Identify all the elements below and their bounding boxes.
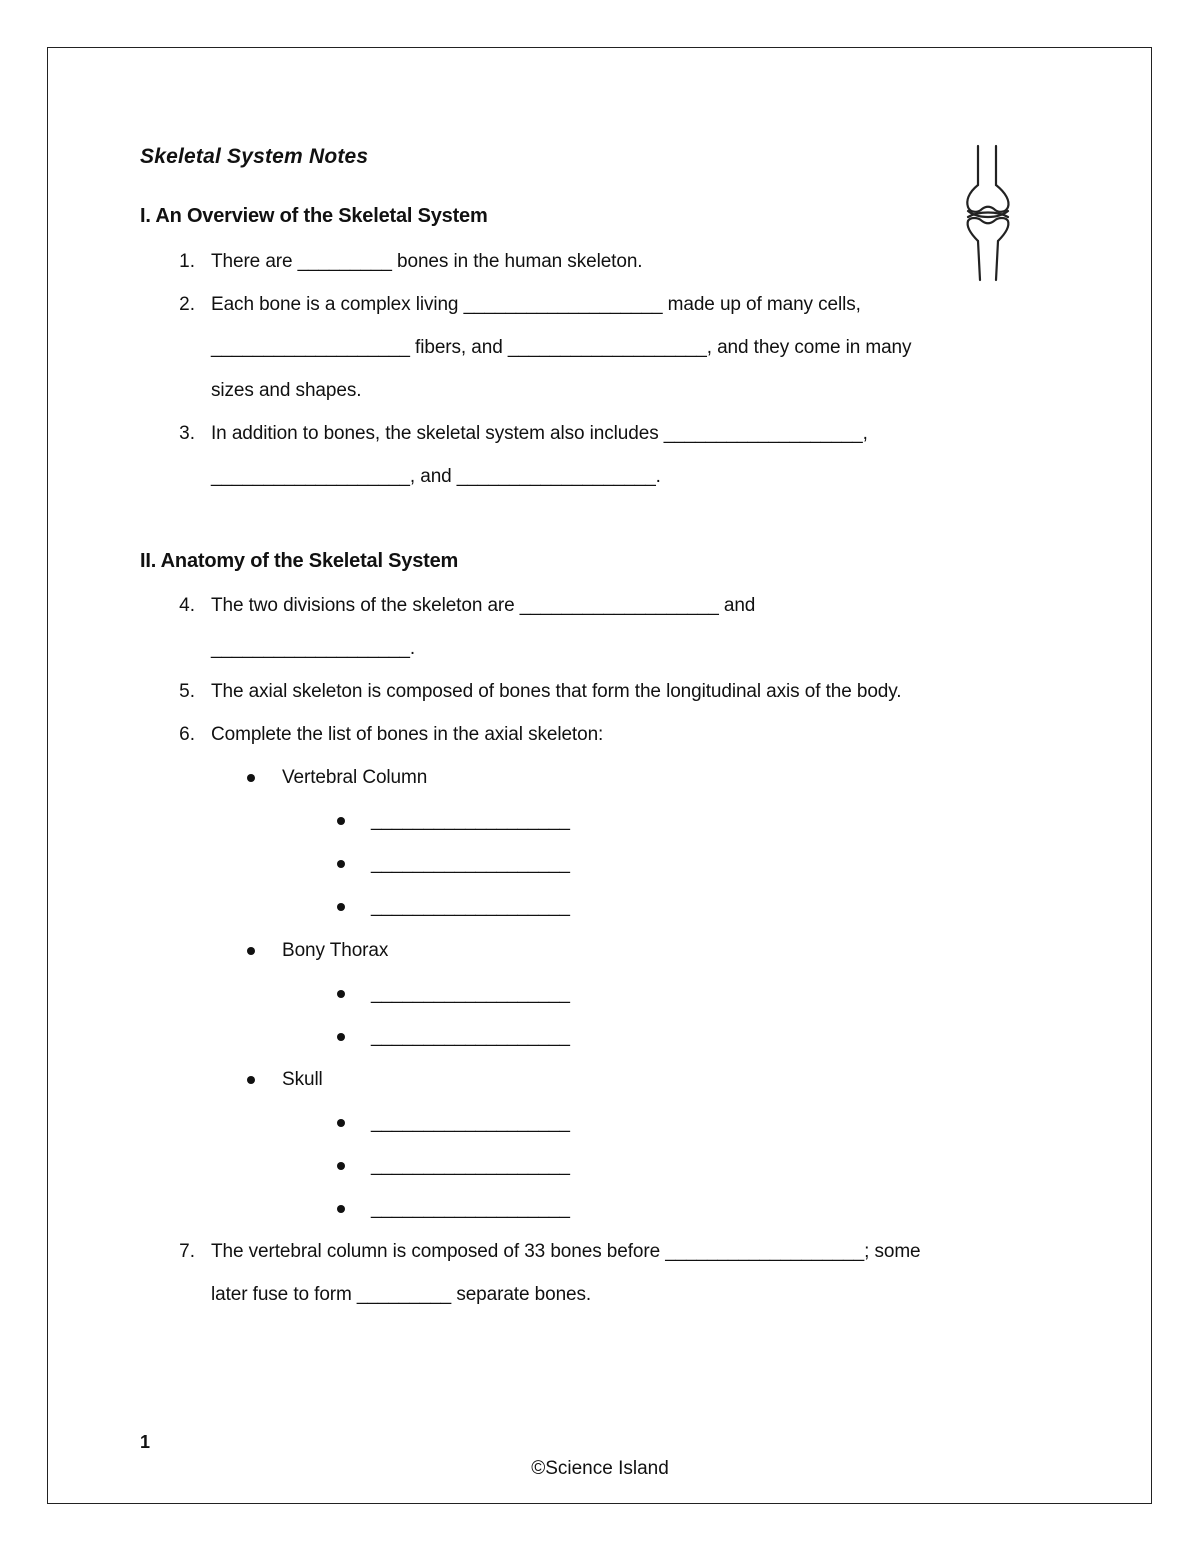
item-number: 2. bbox=[179, 294, 195, 315]
item-3-line-1: In addition to bones, the skeletal system also includes ___________________, bbox=[211, 423, 868, 444]
bullet-icon bbox=[247, 947, 255, 955]
blank-line: ___________________ bbox=[371, 983, 570, 1004]
item-2-line-3: sizes and shapes. bbox=[211, 380, 362, 401]
item-6-line-1: Complete the list of bones in the axial skeleton: bbox=[211, 724, 604, 745]
bullet-icon bbox=[247, 774, 255, 782]
bullet-icon bbox=[337, 1033, 345, 1041]
item-4-line-2: ___________________. bbox=[211, 638, 416, 659]
blank-line: ___________________ bbox=[371, 896, 570, 917]
blank-line: ___________________ bbox=[371, 1026, 570, 1047]
item-7-line-2: later fuse to form _________ separate bones. bbox=[211, 1284, 592, 1305]
page-number: 1 bbox=[140, 1432, 151, 1452]
bullet-icon bbox=[337, 990, 345, 998]
bullet-icon bbox=[337, 860, 345, 868]
item-4-line-1: The two divisions of the skeleton are ___________________ and bbox=[211, 595, 756, 616]
axial-group-skull: Skull bbox=[282, 1069, 323, 1090]
bullet-icon bbox=[337, 1119, 345, 1127]
document-title: Skeletal System Notes bbox=[140, 145, 369, 168]
item-number: 1. bbox=[179, 251, 195, 272]
item-1-line-1: There are _________ bones in the human skeleton. bbox=[211, 251, 643, 272]
bullet-icon bbox=[337, 903, 345, 911]
item-number: 7. bbox=[179, 1241, 195, 1262]
item-number: 3. bbox=[179, 423, 195, 444]
bullet-icon bbox=[337, 817, 345, 825]
item-number: 5. bbox=[179, 681, 195, 702]
bullet-icon bbox=[337, 1162, 345, 1170]
section-heading-anatomy: II. Anatomy of the Skeletal System bbox=[140, 550, 459, 572]
axial-group-bony-thorax: Bony Thorax bbox=[282, 940, 389, 961]
bullet-icon bbox=[337, 1205, 345, 1213]
item-number: 4. bbox=[179, 595, 195, 616]
blank-line: ___________________ bbox=[371, 1112, 570, 1133]
knee-joint-icon bbox=[960, 143, 1016, 283]
item-5-line-1: The axial skeleton is composed of bones that form the longitudinal axis of the body. bbox=[211, 681, 902, 702]
item-3-line-2: ___________________, and ___________________. bbox=[211, 466, 661, 487]
blank-line: ___________________ bbox=[371, 1198, 570, 1219]
item-7-line-1: The vertebral column is composed of 33 bones before ___________________; some bbox=[211, 1241, 921, 1262]
item-2-line-1: Each bone is a complex living ___________________ made up of many cells, bbox=[211, 294, 861, 315]
item-2-line-2: ___________________ fibers, and ___________________, and they come in many bbox=[211, 337, 912, 358]
blank-line: ___________________ bbox=[371, 1155, 570, 1176]
blank-line: ___________________ bbox=[371, 853, 570, 874]
axial-group-vertebral-column: Vertebral Column bbox=[282, 767, 428, 788]
section-heading-overview: I. An Overview of the Skeletal System bbox=[140, 205, 488, 227]
footer-copyright: ©Science Island bbox=[531, 1458, 669, 1479]
bullet-icon bbox=[247, 1076, 255, 1084]
blank-line: ___________________ bbox=[371, 810, 570, 831]
item-number: 6. bbox=[179, 724, 195, 745]
